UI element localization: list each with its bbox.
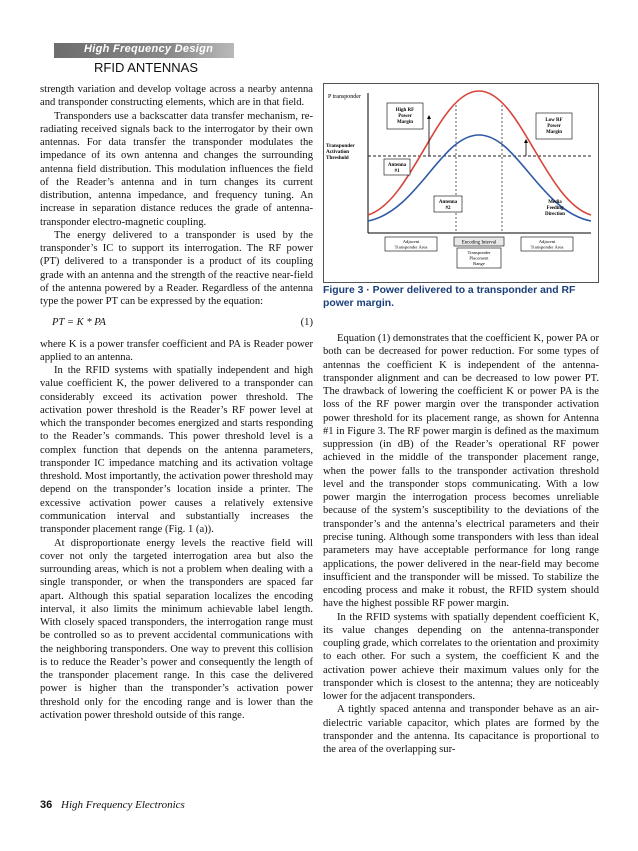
page-number: 36 <box>40 799 53 811</box>
section-title: High Frequency Design <box>84 43 214 55</box>
paragraph: In the RFID systems with spatially dependent coefficient K, its value changes depending on the antenna-transponder coupling grade, which correlates to the orientation and proximity to each other. For such a system, the coefficient K and the activation power achieve their maximum values only for the transponder which is closest to the antenna; they are noticeably lower for the adjacent transponders. <box>323 611 599 703</box>
paragraph: strength variation and develop voltage across a nearby antenna and transponder constructing elements, which are in that field. <box>40 84 313 109</box>
paragraph: Transponders use a backscatter data transfer mechanism, re-radiating received signals back to the interrogator by their own antennas. For data transfer the transponder modulates the impedance of its own antenna and changes the surrounding antenna field distribution. This modulation influences the field of the Reader’s antenna and in turn changes its current distribution, antenna impedance, and frequency tuning. An increase in separation distance reduces the grade of antenna-transponder electro-magnetic coupling. <box>40 110 313 228</box>
svg-text:AdjacentTransponder Area: Adjacent Transponder Area <box>394 239 428 250</box>
svg-text:Encoding Interval: Encoding Interval <box>461 240 497 246</box>
svg-text:AdjacentTransponder Area: Adjacent Transponder Area <box>530 239 564 250</box>
left-column <box>40 83 313 722</box>
svg-text:MediaFeedingDirection: Media Feeding Direction <box>545 200 565 217</box>
encoding-interval-box <box>454 237 504 246</box>
threshold-label: Transponder Activation Threshold <box>326 143 355 161</box>
adjacent-area-left <box>385 237 437 251</box>
section-banner <box>54 43 234 58</box>
high-margin-box <box>387 103 423 129</box>
adjacent-area-right <box>521 237 573 251</box>
svg-text:Low RFPowerMargin: Low RF Power Margin <box>545 118 563 135</box>
topic-title: RFID ANTENNAS <box>94 60 199 75</box>
figure-caption-label: Figure 3 · <box>323 285 370 296</box>
paragraph: where K is a power transfer coefficient and PA is Reader power applied to an antenna. <box>40 338 313 363</box>
placement-range-box <box>457 248 501 268</box>
low-margin-box <box>536 113 572 139</box>
page-footer <box>40 799 185 811</box>
svg-text:TransponderPlacementRange: Transponder Placement Range <box>467 250 491 266</box>
figure-caption-text: Power delivered to a transponder and RF power margin. <box>323 285 576 309</box>
publication-name: High Frequency Electronics <box>61 799 185 811</box>
svg-text:High RFPowerMargin: High RF Power Margin <box>395 108 415 125</box>
paragraph: A tightly spaced antenna and transponder behave as an air-dielectric variable capacitor, which plates are formed by the transponder and the antenna. Its capacitance is proportional to the area of the overlapping sur- <box>323 704 599 756</box>
paragraph: Equation (1) demonstrates that the coefficient K, power PA or both can be decreased for power reduction. For some types of antennas the coefficient K is independent of the antenna-transponder alignment and can be decreased to low power PT. The drawback of lowering the coefficient K or power PA is the loss of the RF power margin over the transponder activation power threshold for its placement range, as shown for Antenna #1 in Figure 3. The RF power margin is defined as the maximum suppression (in dB) of the Reader’s operational RF power achieved in the middle of the transponder placement range, when the power falls to the transponder activation threshold level and the transponder stops communicating. With a low power margin the interrogation process becomes unreliable because of the system’s susceptibility to the deviations of the transponder’s and the antenna’s electrical parameters and their precise tuning. Although some transponders with less than ideal parameters may have acceptable performance for long range applications, the power delivered in the near-field may become insufficient and the transponder will be missed. To stabilize the encoding process and make it robust, the RFID system should have the highest possible RF power margin. <box>323 333 599 610</box>
paragraph: In the RFID systems with spatially independent and high value coefficient K, the power delivered to a transponder can considerably exceed its activation power threshold. The activation power threshold is the Reader’s RF power level at which the transponder becomes energized and starts responding to the Reader’s commands. This power threshold level is a complex function that depends on the antenna parameters, transponder IC impedance matching and its activation voltage threshold. Most importantly, the activation power threshold may depend on the transponder’s location inside a printer. The excessive activation power causes a relatively extensive communication interval and substantially increases the transponder placement range (Fig. 1 (a)). <box>40 365 313 536</box>
paragraph: The energy delivered to a transponder is used by the transponder’s IC to support its interrogation. The RF power (PT) delivered to a transponder is a product of its coupling grade with an antenna and the strength of the reactive near-field of the antenna powered by a Reader. Regardless of the antenna type the power PT can be expressed by the equation: <box>40 229 313 308</box>
figure-caption <box>323 284 599 310</box>
antenna-2-box <box>434 196 462 212</box>
equation-block <box>40 316 313 332</box>
equation: PT = K * PA <box>52 316 106 328</box>
power-margin-diagram <box>323 83 599 283</box>
svg-text:Antenna#1: Antenna #1 <box>387 163 407 174</box>
equation-number: (1) <box>300 316 313 328</box>
svg-text:Antenna#2: Antenna #2 <box>438 200 458 211</box>
y-axis-label: P transponder <box>328 94 361 100</box>
antenna-1-box <box>384 159 410 175</box>
figure-3 <box>323 83 599 283</box>
right-column <box>323 332 599 757</box>
paragraph: At disproportionate energy levels the reactive field will cover not only the targeted interrogation area but also the surrounding areas, which is not a problem when dealing with a single transponder, or when the transponders are spaced far apart. Although this spatial separation localizes the encoding interval, it also limits the minimum achievable label length. With closely spaced transponders, the interrogation range must be controlled so as to prevent accidental communications with the neighboring transponders. One way to prevent this collision is to reduce the Reader’s power and consequently the length of the transponder placement range. In this case the delivered power is higher than the transponder’s activation power threshold only for the encoding range and is lower than the activation power threshold outside of this range. <box>40 537 313 721</box>
